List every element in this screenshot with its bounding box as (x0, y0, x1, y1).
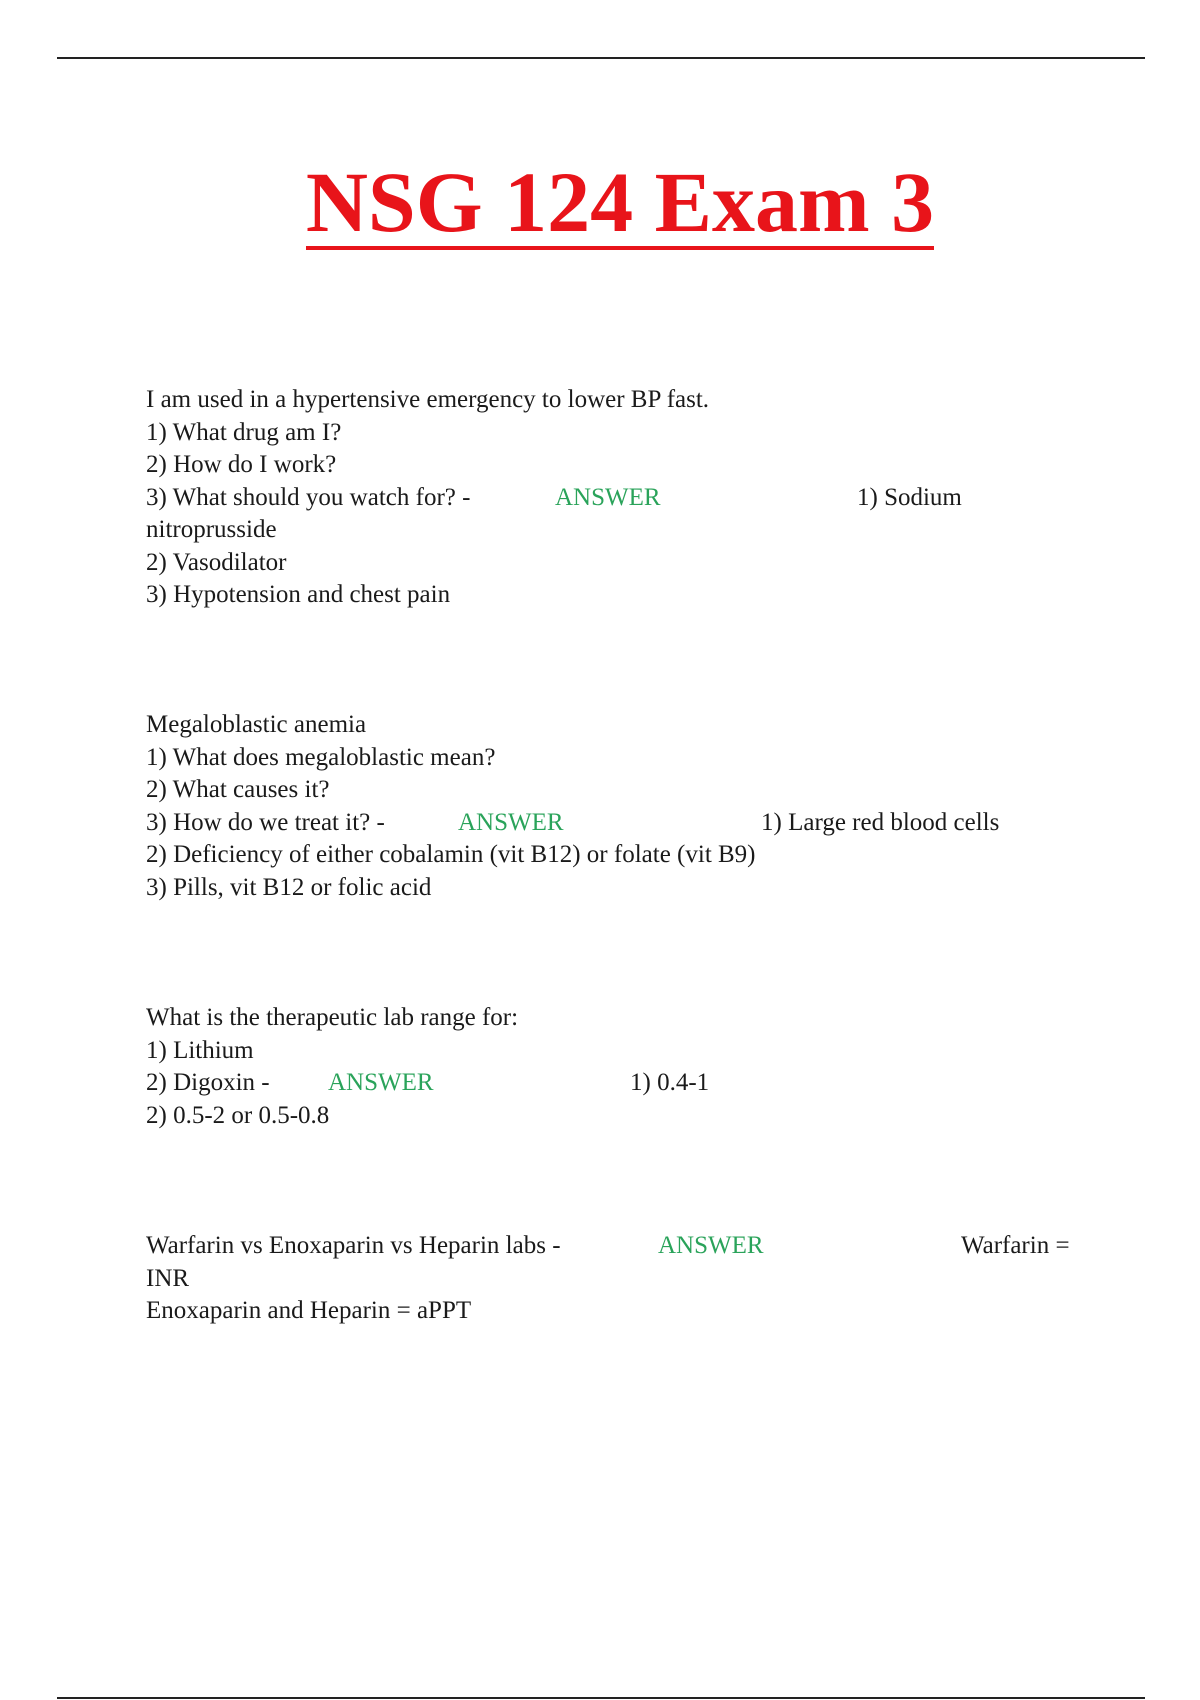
answer-line: 3) Pills, vit B12 or folic acid (146, 873, 432, 901)
question-line: 2) How do I work? (146, 451, 337, 478)
question-answer-line (146, 482, 1106, 515)
answer-first: 1) 0.4-1 (630, 1069, 710, 1096)
answer-tag: ANSWER (328, 1069, 434, 1096)
question-answer-line (146, 1067, 1106, 1100)
answer-line: Enoxaparin and Heparin = aPPT (146, 1297, 472, 1324)
answer-line: 3) Hypotension and chest pain (146, 581, 451, 608)
question-line: 1) Lithium (146, 1036, 254, 1064)
answer-first: 1) Sodium (857, 483, 962, 511)
flashcard-1 (146, 384, 1106, 612)
question-line: 1) What does megaloblastic mean? (146, 743, 496, 771)
question-last: Warfarin vs Enoxaparin vs Heparin labs - (146, 1232, 561, 1259)
bottom-rule (57, 1697, 1145, 1699)
question-last: 2) Digoxin - (146, 1069, 270, 1096)
answer-first: Warfarin = (961, 1232, 1070, 1259)
answer-tag: ANSWER (458, 808, 564, 836)
question-line: What is the therapeutic lab range for: (146, 1004, 519, 1031)
question-line: 2) What causes it? (146, 776, 330, 803)
question-line: 1) What drug am I? (146, 418, 342, 446)
question-line: I am used in a hypertensive emergency to lower BP fast. (146, 386, 710, 413)
answer-tag: ANSWER (555, 483, 661, 511)
answer-tag: ANSWER (658, 1232, 764, 1259)
document-title (0, 152, 1200, 252)
question-answer-line (146, 807, 1106, 840)
question-line: Megaloblastic anemia (146, 711, 367, 738)
question-answer-line (146, 1230, 1106, 1263)
answer-line: INR (146, 1264, 190, 1292)
question-last: 3) What should you watch for? - (146, 483, 471, 511)
answer-line: 2) 0.5-2 or 0.5-0.8 (146, 1101, 330, 1129)
document-title-text: NSG 124 Exam 3 (305, 154, 935, 250)
question-last: 3) How do we treat it? - (146, 808, 385, 836)
answer-first: 1) Large red blood cells (761, 808, 1000, 836)
top-rule (57, 57, 1145, 59)
flashcard-4 (146, 1230, 1106, 1328)
answer-line: 2) Deficiency of either cobalamin (vit B12) or folate (vit B9) (146, 841, 756, 868)
flashcard-3 (146, 1002, 1106, 1132)
answer-line: 2) Vasodilator (146, 548, 287, 576)
answer-line: nitroprusside (146, 516, 277, 543)
flashcard-2 (146, 709, 1106, 904)
